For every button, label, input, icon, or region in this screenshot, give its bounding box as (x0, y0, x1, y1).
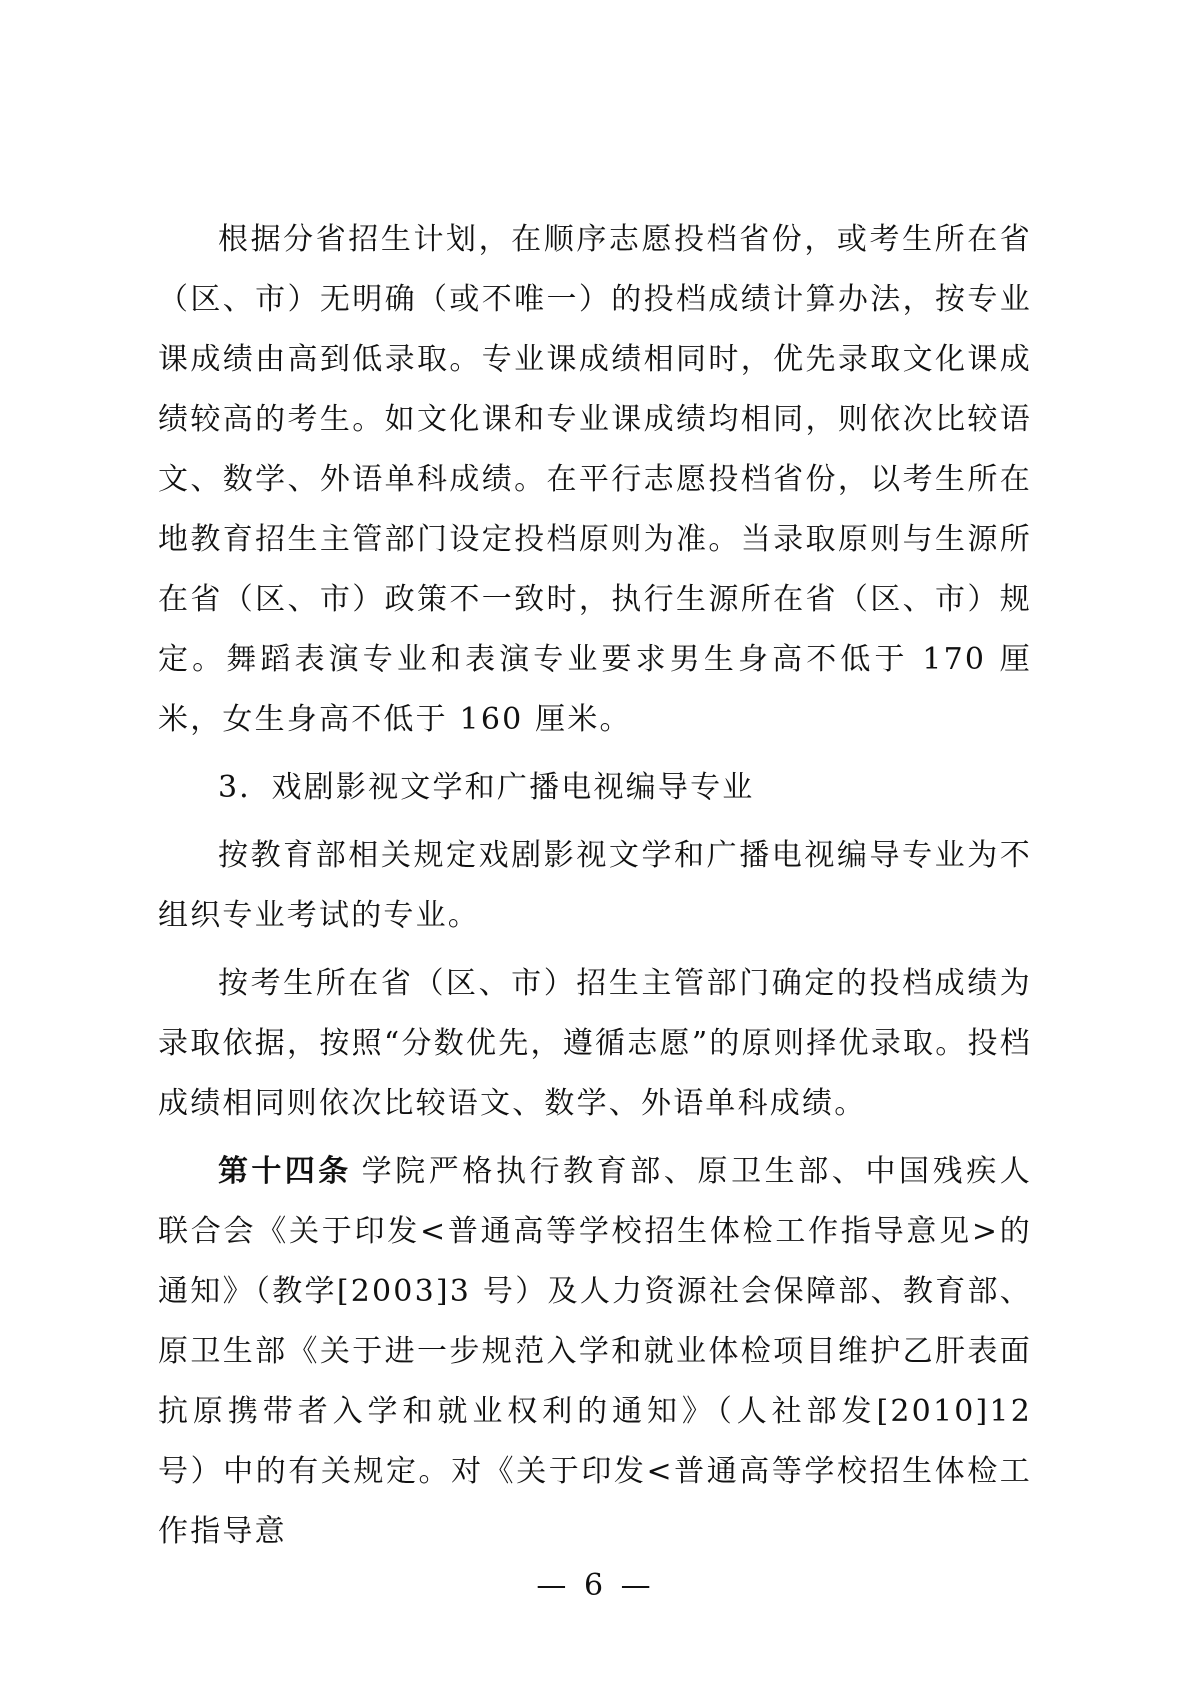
page-number: — 6 — (536, 1568, 655, 1603)
section-heading-drama-film-literature: 3．戏剧影视文学和广播电视编导专业 (218, 770, 755, 805)
article-text: 学院严格执行教育部、原卫生部、中国残疾人联合会《关于印发<普通高等学校招生体检工作指导意见>的通知》（教学[2003]3 号）及人力资源社会保障部、教育部、原卫生部《关于进一步规范入学和就业体检项目维护乙肝表面抗原携带者入学和就业权利的通知》（人社部发[2010]12 号）中的有关规定。对《关于印发<普通高等学校招生体检工作指导意 (158, 1154, 1033, 1549)
document-body (158, 210, 1032, 1562)
article-number: 第十四条 (218, 1154, 352, 1189)
no-professional-exam-paragraph: 按教育部相关规定戏剧影视文学和广播电视编导专业为不组织专业考试的专业。 (158, 838, 1032, 933)
admission-rule-paragraph: 根据分省招生计划，在顺序志愿投档省份，或考生所在省（区、市）无明确（或不唯一）的投档成绩计算办法，按专业课成绩由高到低录取。专业课成绩相同时，优先录取文化课成绩较高的考生。如文化课和专业课成绩均相同，则依次比较语文、数学、外语单科成绩。在平行志愿投档省份，以考生所在地教育招生主管部门设定投档原则为准。当录取原则与生源所在省（区、市）政策不一致时，执行生源所在省（区、市）规定。舞蹈表演专业和表演专业要求男生身高不低于 170 厘米，女生身高不低于 160 厘米。 (158, 222, 1032, 737)
admission-basis-paragraph: 按考生所在省（区、市）招生主管部门确定的投档成绩为录取依据，按照“分数优先，遵循志愿”的原则择优录取。投档成绩相同则依次比较语文、数学、外语单科成绩。 (158, 966, 1032, 1121)
article-fourteen-paragraph (158, 1142, 1032, 1562)
